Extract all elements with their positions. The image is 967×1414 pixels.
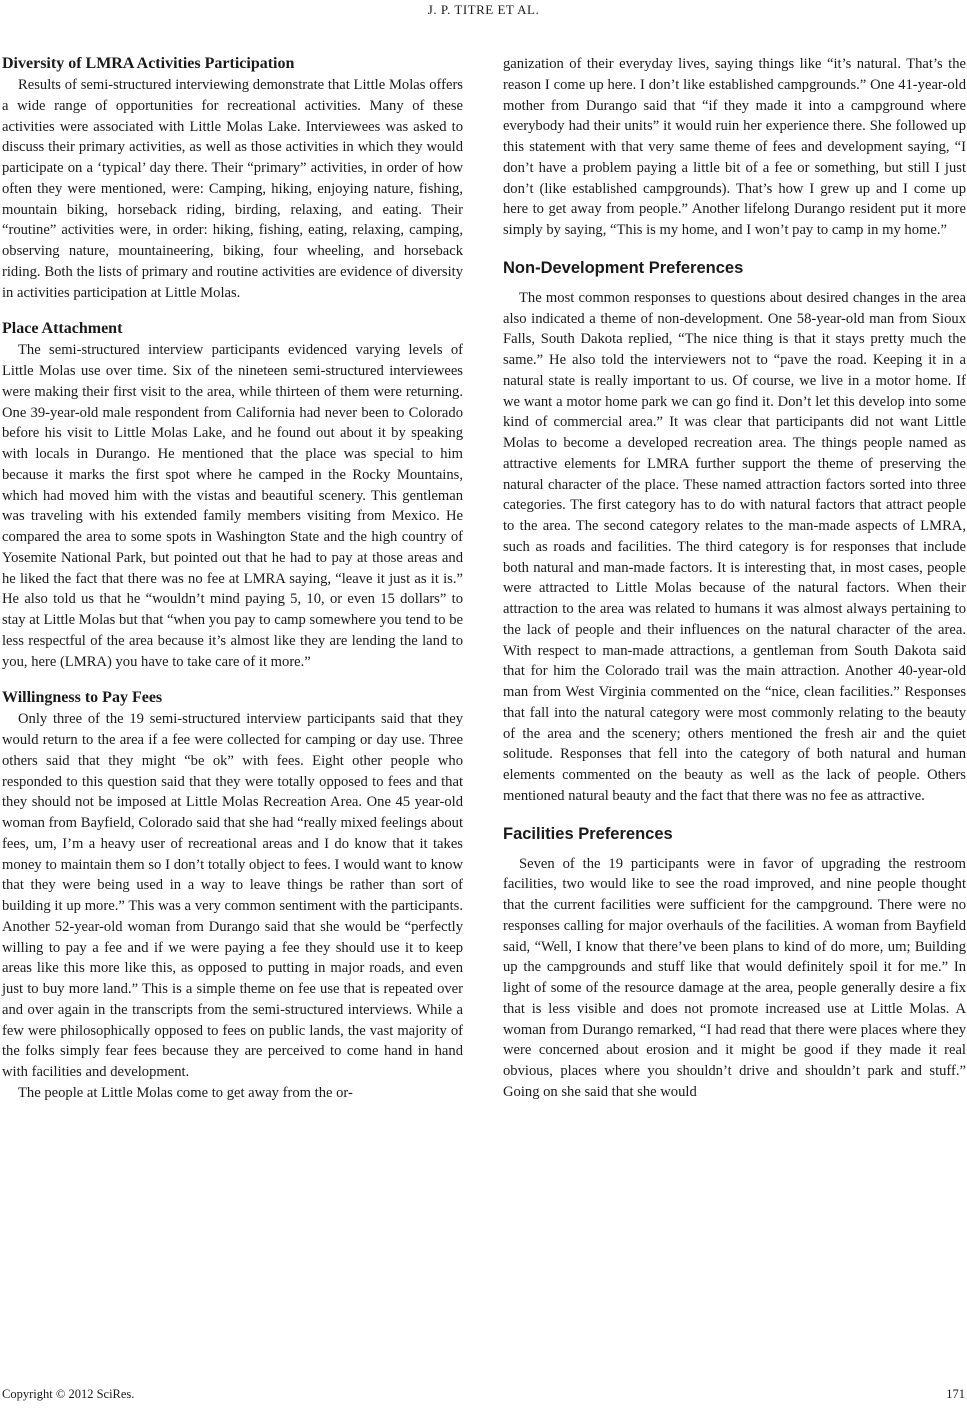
paragraph-get-away: The people at Little Molas come to get away from the or- <box>18 1084 353 1101</box>
section-heading-activities: Diversity of LMRA Activities Participation <box>2 55 295 72</box>
paragraph-fees: Only three of the 19 semi-structured interview participants said that they would return to the area if a fee were collected for camping or day use. Three others said that they might “be ok” with fees. Eight other people who responded to this question said that they were totally opposed to fees and that they should not be imposed at Little Molas Recreation Area. One 45 year-old woman from Bayfield, Colorado said that she had “really mixed feelings about fees, um, I’m a heavy user of recreational areas and I do know that it takes money to maintain them so I don’t totally object to fees. I would want to know that they were being used in a way to leave things be rather than sort of building it up more.” This was a very common sentiment with the participants. Another 52-year-old woman from Durango said that she would be “perfectly willing to pay a fee and if we were paying a fee they should use it to keep areas like this more like this, as opposed to putting in major roads, and even just to buy more land.” This is a simple theme on fee use that is repeated over and over again in the transcripts from the semi-structured interviews. While a few were philosophically opposed to fees on public lands, the vast majority of the folks simply fear fees because they are perceived to come hand in hand with facilities and development. <box>2 711 463 1080</box>
paragraph-continued: ganization of their everyday lives, saying things like “it’s natural. That’s the reason I come up here. I don’t like established campgrounds.” One 41-year-old mother from Durango said that “if they made it into a campground where everybody had their units” it would ruin her experience there. She followed up this statement with that very same theme of fees and development saying, “I don’t have a problem paying a little bit of a fee or something, but still I just don’t (like established campgrounds). That’s how I grew up and I come up here to get away from people.” Another lifelong Durango resident put it more simply by saying, “This is my home, and I won’t pay to camp in my home.” <box>503 56 966 238</box>
right-column <box>503 54 966 1103</box>
copyright-notice: Copyright © 2012 SciRes. <box>2 1387 135 1401</box>
paragraph-non-development: The most common responses to questions about desired changes in the area also indicated a theme of non-development. One 58-year-old man from Sioux Falls, South Dakota replied, “The nice thing is that it stays pretty much the same.” He also told the interviewers not to “pave the road. Keeping it in a natural state is really important to us. Of course, we live in a motor home. If we want a motor home park we can go find it. Don’t let this develop into some kind of commercial area.” It was clear that participants did not want Little Molas to become a developed recreation area. The things people named as attractive elements for LMRA further support the theme of preserving the natural character of the place. These named attraction factors sorted into three categories. The first category has to do with natural factors that attract people to the area. The second category relates to the man-made aspects of LMRA, such as roads and facilities. The third category is for responses that include both natural and man-made factors. It is interesting that, in most cases, people were attracted to Little Molas because of the natural factors. When their attraction to the area was related to humans it was almost always pertaining to the lack of people and their influences on the natural character of the area. With respect to man-made attractions, a gentleman from South Dakota said that for him the Colorado trail was the main attraction. Another 40-year-old man from West Virginia commented on the “nice, clean facilities.” Responses that fall into the natural category were most commonly relating to the beauty of the area and the scenery; others mentioned the fresh air and the quiet solitude. Responses that fell into the category of both natural and human elements commented on the beauty as well as the lack of people. Others mentioned natural beauty and the fact that there was no fee as attractive. <box>503 289 966 804</box>
running-head: J. P. TITRE ET AL. <box>427 2 540 17</box>
section-heading-place-attachment: Place Attachment <box>2 320 123 338</box>
paragraph-facilities: Seven of the 19 participants were in favor of upgrading the restroom facilities, two would like to see the road improved, and nine people thought that the current facilities were sufficient for the campground. There were no responses calling for major overhauls of the facilities. A woman from Bayfield said, “Well, I know that there’ve been plans to kind of do more, um; Building up the campgrounds and stuff like that would definitely spoil it for me.” In light of some of the resource damage at the area, people generally desire a fix that is less visible and does not promote increased use at Little Molas. A woman from Durango remarked, “I had read that there were places where they were concerned about erosion and it might be good if they made it real obvious, places where you shouldn’t drive and shouldn’t park and stuff.” Going on she said that she would <box>503 855 966 1100</box>
paragraph-activities: Results of semi-structured interviewing demonstrate that Little Molas offers a wide range of opportunities for recreational activities. Many of these activities were associated with Little Molas Lake. Interviewees was asked to discuss their primary activities, as well as those activities in which they would participate on a ‘typical’ day there. Their “primary” activities, in order of how often they were mentioned, were: Camping, hiking, enjoying nature, fishing, mountain biking, horseback riding, birding, relaxing, and eating. Their “routine” activities were, in order: hiking, fishing, eating, relaxing, camping, observing nature, mountaineering, biking, four wheeling, and horseback riding. Both the lists of primary and routine activities are evidence of diversity in activities participation at Little Molas. <box>2 77 463 301</box>
page-number: 171 <box>946 1387 965 1401</box>
section-heading-non-development: Non-Development Preferences <box>503 258 744 277</box>
section-heading-fees: Willingness to Pay Fees <box>2 689 163 707</box>
section-heading-facilities: Facilities Preferences <box>503 824 673 843</box>
paragraph-place-attachment: The semi-structured interview participants evidenced varying levels of Little Molas use over time. Six of the nineteen semi-structured interviewees were making their first visit to the area, while thirteen of them were returning. One 39-year-old male respondent from California had never been to Colorado before his visit to Little Molas Lake, and he found out about it by speaking with locals in Durango. He mentioned that the place was special to him because it marks the first spot where he camped in the Rocky Mountains, which had moved him with the vistas and beautiful scenery. This gentleman was traveling with his extended family members visiting from Mexico. He compared the area to some spots in Washington State and the high country of Yosemite National Park, but pointed out that he had to pay at those areas and he liked the fact that there was no fee at LMRA saying, “leave it just as it is.” He also told us that he “wouldn’t mind paying 5, 10, or even 15 dollars” to stay at Little Molas but that “when you pay to camp somewhere you tend to be less respectful of the area because it’s almost like they are lending the land to you, here (LMRA) you have to take care of it more.” <box>2 342 463 670</box>
page-footer <box>2 1387 965 1402</box>
left-column <box>2 54 463 1104</box>
